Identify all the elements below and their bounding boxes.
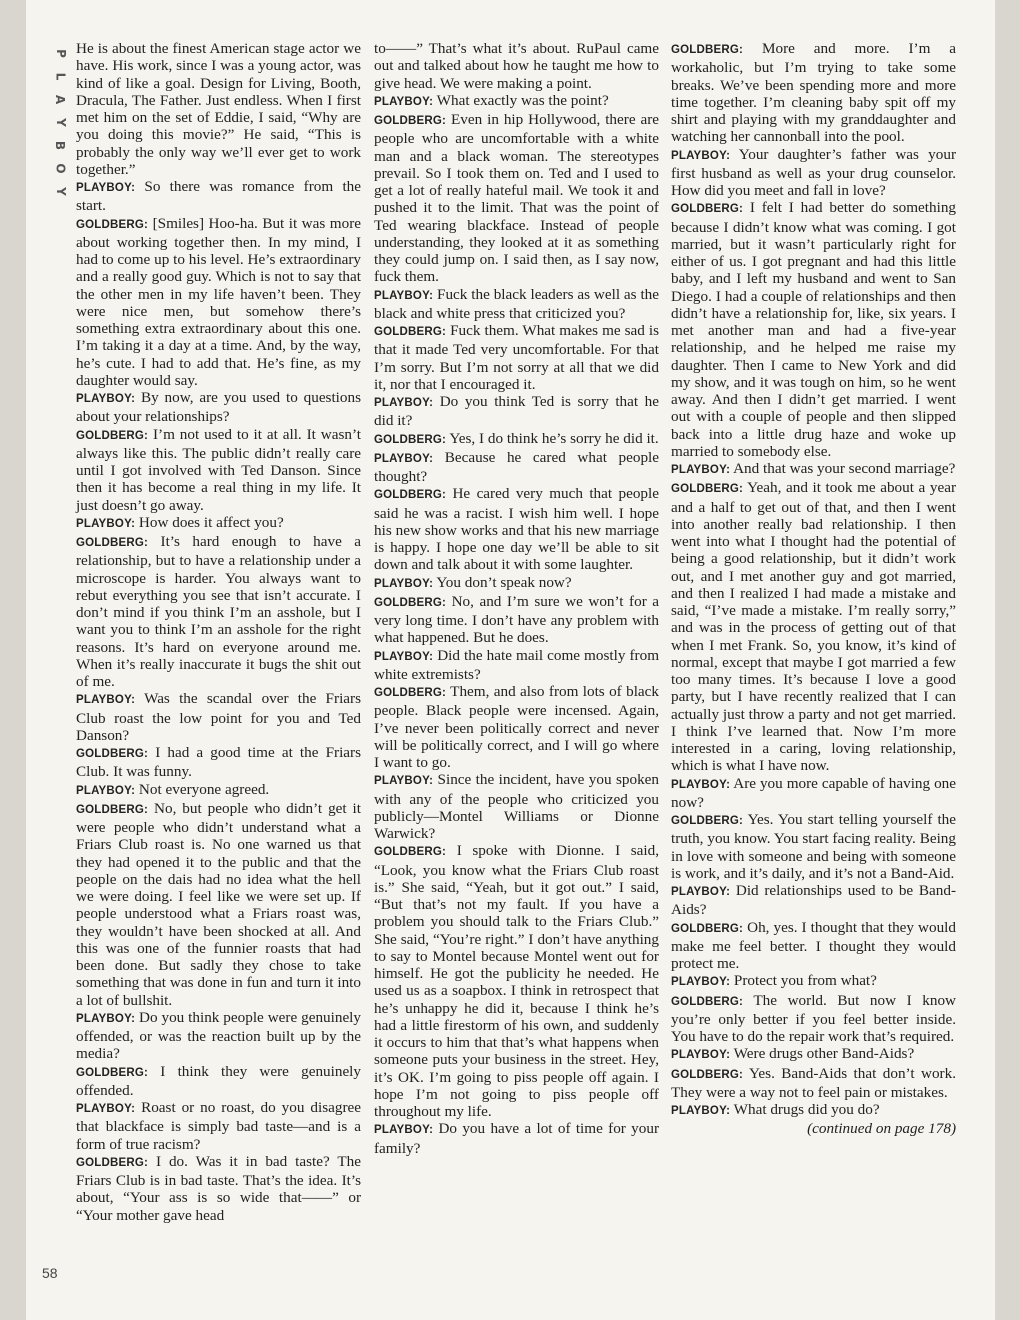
paragraph-text: He cared very much that people said he was a racist. I wish him well. I hope his new show works and that his new marriage is happy. I hope one day we’ll be able to sit down and talk about it with some laughter.	[374, 485, 659, 574]
interview-paragraph	[374, 322, 659, 393]
paragraph-text: No, and I’m sure we won’t for a very long time. I don’t have any problem with what happened. But he does.	[374, 592, 659, 647]
speaker-label: PLAYBOY:	[374, 577, 434, 590]
interview-paragraph	[374, 683, 659, 771]
paragraph-text: So there was romance from the start.	[76, 178, 361, 215]
interview-paragraph	[76, 744, 361, 781]
text-column-3	[671, 40, 956, 1138]
interview-paragraph	[374, 40, 659, 92]
interview-paragraph	[671, 460, 956, 479]
speaker-label: PLAYBOY:	[374, 95, 434, 108]
speaker-label: PLAYBOY:	[76, 393, 136, 405]
paragraph-text: Yes, I do think he’s sorry he did it.	[449, 429, 659, 447]
paragraph-text: The world. But now I know you’re only better if you feel better inside. You have to do the repair work that’s required.	[671, 991, 957, 1045]
paragraph-text: Them, and also from lots of black people. Black people were incensed. Again, I’ve never been politically correct and never will be politically correct, and I will go where I want to go.	[374, 683, 659, 771]
paragraph-text: Oh, yes. I thought that they would make me feel better. I thought they would protect me.	[671, 918, 956, 972]
paragraph-text: I’m not used to it at all. It wasn’t always like this. The public didn’t really care until I got involved with Ted Danson. Since then it has become a real thing in my life. It just doesn’t go away.	[76, 425, 362, 514]
paragraph-text: How does it affect you?	[138, 513, 284, 531]
speaker-label: PLAYBOY:	[671, 149, 731, 162]
paragraph-text: [Smiles] Hoo-ha. But it was more about working together then. In my mind, I had to come up to his level. He’s extraordinary and a really good guy. Which is not to say that the other men in my life haven’t been. They were nice men, but somehow there’s something extra extraordinary about this one. I’m taking it a day at a time. And, by the way, he’s cute. I had to add that. He’s fine, as my daughter would say.	[76, 214, 361, 389]
speaker-label: GOLDBERG:	[671, 815, 744, 827]
interview-paragraph	[76, 514, 361, 533]
paragraph-text: No, but people who didn’t get it were people who didn’t understand what a Friars Club roast is. No one warned us that they had opened it to the public and that the people on the dais had no idea what the hell we were doing. I feel like we were set up. If people understood what a Friars roast was, they wouldn’t have been shocked at all. And this was one of the funnier roasts that had been done. But sadly they chose to take something that was done in fun and turn it into a lot of bullshit.	[76, 799, 362, 1009]
interview-paragraph	[374, 574, 659, 593]
paragraph-text: More and more. I’m a workaholic, but I’m trying to take some breaks. We’ve been spending more and more time together. I’m cleaning baby spit off my shirt and playing with my granddaughter and watching her cannonball into the pool.	[671, 40, 957, 146]
interview-paragraph	[76, 40, 361, 178]
paragraph-text: Protect you from what?	[733, 972, 877, 990]
interview-paragraph	[671, 199, 956, 460]
interview-paragraph	[374, 485, 659, 573]
speaker-label: PLAYBOY:	[671, 778, 731, 791]
logo-letter: P	[53, 49, 68, 58]
paragraph-text: Yes. You start telling yourself the truth, you know. You start facing reality. Being in love with someone and being with someone is work, and it’s daily, and it’s not a Band-Aid.	[671, 811, 956, 882]
paragraph-text: Yeah, and it took me about a year and a half to get out of that, and then I went into another really bad relationship. I then went into what I thought had the potential of being a good relationship, but it didn’t work out, and I met another guy and got married, and then I realized I had made a mistake and said, “I’ve made a mistake. I’m really sorry,” and was in the process of getting out of that when I met Frank. So, you know, it’s kind of normal, except that maybe I got married a few too many times. It’s because I love a good party, but I have recently realized that I can actually just throw a party and not get married. I think I’ve learned that. Now I’m more interested in a caring, loving relationship, which is what I have now.	[671, 479, 956, 775]
interview-paragraph	[76, 1099, 361, 1153]
interview-paragraph	[671, 882, 956, 919]
speaker-label: GOLDBERG:	[671, 203, 744, 216]
paragraph-text: Not everyone agreed.	[138, 780, 270, 798]
paragraph-text: By now, are you used to questions about your relationships?	[76, 389, 362, 426]
paragraph-text: What drugs did you do?	[733, 1101, 880, 1118]
paragraph-text: I think they were genuinely offended.	[76, 1062, 361, 1099]
speaker-label: GOLDBERG:	[671, 995, 744, 1008]
paragraph-text: Do you think Ted is sorry that he did it?	[374, 393, 659, 430]
interview-paragraph	[671, 1065, 956, 1102]
speaker-label: PLAYBOY:	[671, 976, 731, 989]
speaker-label: PLAYBOY:	[374, 289, 434, 302]
paragraph-text: Because he cared what people thought?	[374, 448, 660, 485]
speaker-label: PLAYBOY:	[374, 650, 434, 663]
interview-paragraph	[76, 1009, 361, 1063]
speaker-label: PLAYBOY:	[76, 517, 136, 530]
speaker-label: PLAYBOY:	[374, 775, 434, 788]
speaker-label: GOLDBERG:	[76, 1066, 149, 1079]
interview-paragraph	[671, 775, 956, 812]
speaker-label: PLAYBOY:	[76, 784, 136, 797]
paragraph-text: I do. Was it in bad taste? The Friars Club is in bad taste. That’s the idea. It’s about, “Your ass is so wide that——” or “Your mother gave head	[76, 1152, 361, 1224]
interview-paragraph	[76, 215, 361, 390]
interview-paragraph	[671, 972, 956, 991]
logo-letter: L	[53, 72, 68, 81]
speaker-label: GOLDBERG:	[374, 433, 447, 446]
paragraph-text: Are you more capable of having one now?	[671, 774, 956, 811]
paragraph-text: Do you think people were genuinely offended, or was the reaction built up by the media?	[76, 1008, 361, 1063]
paragraph-text: I had a good time at the Friars Club. It was funny.	[76, 744, 361, 781]
interview-paragraph	[374, 286, 659, 323]
paragraph-text: Do you have a lot of time for your family?	[374, 1120, 660, 1157]
speaker-label: PLAYBOY:	[76, 1012, 136, 1025]
paragraph-text: Since the incident, have you spoken with any of the people who criticized you publicly—Montel Williams or Dionne Warwick?	[374, 771, 660, 842]
interview-paragraph	[76, 533, 361, 690]
speaker-label: GOLDBERG:	[76, 803, 149, 816]
interview-paragraph	[374, 430, 659, 449]
interview-paragraph	[76, 800, 361, 1009]
speaker-label: GOLDBERG:	[374, 687, 447, 699]
speaker-label: PLAYBOY:	[671, 1105, 731, 1117]
speaker-label: GOLDBERG:	[374, 489, 447, 502]
interview-paragraph	[374, 111, 659, 286]
speaker-label: PLAYBOY:	[374, 452, 434, 465]
continued-note: (continued on page 178)	[807, 1120, 956, 1138]
interview-paragraph	[671, 992, 956, 1046]
speaker-label: GOLDBERG:	[374, 596, 447, 609]
paragraph-text: Fuck the black leaders as well as the black and white press that criticized you?	[374, 285, 660, 322]
paragraph-text: Did the hate mail come mostly from white extremists?	[374, 646, 660, 683]
paragraph-text: Did relationships used to be Band-Aids?	[671, 882, 957, 919]
interview-paragraph	[374, 842, 659, 1120]
interview-paragraph	[671, 40, 956, 146]
speaker-label: PLAYBOY:	[374, 1124, 434, 1137]
logo-letter: Y	[53, 187, 68, 196]
speaker-label: GOLDBERG:	[374, 326, 447, 338]
speaker-label: PLAYBOY:	[76, 1103, 136, 1115]
interview-paragraph	[374, 393, 659, 430]
speaker-label: GOLDBERG:	[374, 846, 447, 859]
paragraph-text: It’s hard enough to have a relationship, but to have a relationship under a microscope is harder. You always want to rebut everything you see that isn’t accurate. I don’t mind if you think I’m an asshole, but I want you to think I’m an asshole for the right reasons. It’s hard on everyone around me. When it’s really inaccurate it bugs the shit out of me.	[76, 533, 362, 690]
interview-paragraph	[76, 178, 361, 215]
interview-paragraph	[76, 781, 361, 800]
paragraph-text: Roast or no roast, do you disagree that blackface is simply bad taste—and is a form of true racism?	[76, 1099, 361, 1153]
speaker-label: PLAYBOY:	[76, 182, 136, 194]
logo-letter: Y	[53, 118, 68, 127]
speaker-label: PLAYBOY:	[671, 886, 731, 898]
paragraph-text: I spoke with Dionne. I said, “Look, you know what the Friars Club roast is.” She said, “Yeah, but it got out.” I said, “But that’s not my fault. If you have a problem you should talk to the Friars Club.” She said, “You’re right.” I don’t have anything to say to Montel because Montel went out for himself. He got the publicity he needed. He used us as a soapbox. I think in retrospect that he’s unhappy he did it, because I think he’s had a little firestorm of his own, and suddenly it occurs to him that that’s what happens when someone puts your business in the street. Hey, it’s OK. I’m going to piss people off again. I hope I’m not going to piss people off throughout my life.	[374, 842, 659, 1120]
text-column-1	[76, 40, 361, 1224]
paragraph-text: He is about the finest American stage actor we have. His work, since I was a young actor, was kind of like a goal. Design for Living, Booth, Dracula, The Father. Just endless. When I first met him on the set of Eddie, I said, “Why are you doing this movie?” He said, “This is probably the only way we’ll ever get to work together.”	[76, 40, 361, 178]
page-number: 58	[42, 1265, 58, 1281]
speaker-label: PLAYBOY:	[671, 1049, 731, 1062]
interview-paragraph	[76, 690, 361, 744]
speaker-label: PLAYBOY:	[374, 397, 434, 409]
paragraph-text: Were drugs other Band-Aids?	[733, 1045, 915, 1063]
speaker-label: GOLDBERG:	[76, 748, 149, 760]
speaker-label: GOLDBERG:	[671, 1068, 744, 1081]
interview-paragraph	[374, 593, 659, 647]
paragraph-text: I felt I had better do something because I didn’t know what was coming. I got married, but it wasn’t particularly right for either of us. I got pregnant and had this little baby, and I left my husband and went to San Diego. I had a couple of relationships and then didn’t have a relationship for, like, six years. I met another man and had a five-year relationship, and he helped me raise my daughter. Then I came to New York and did my show, and it was tough on him, so he went away. And then I didn’t get married. I went out with a couple of people and then slipped back into a little drug haze and woke up married to somebody else.	[671, 199, 957, 460]
interview-paragraph	[374, 1120, 659, 1157]
interview-paragraph	[671, 1045, 956, 1064]
speaker-label: GOLDBERG:	[76, 218, 149, 231]
paragraph-text: And that was your second marriage?	[733, 460, 956, 477]
paragraph-text: Was the scandal over the Friars Club roast the low point for you and Ted Danson?	[76, 690, 361, 744]
interview-paragraph	[76, 1153, 361, 1224]
vertical-playboy-logo	[48, 42, 72, 203]
logo-letter: O	[53, 163, 68, 174]
interview-paragraph	[374, 449, 659, 486]
speaker-label: GOLDBERG:	[374, 115, 447, 127]
paragraph-text: What exactly was the point?	[436, 91, 609, 109]
speaker-label: PLAYBOY:	[671, 464, 731, 476]
speaker-label: GOLDBERG:	[671, 44, 744, 56]
interview-paragraph	[671, 146, 956, 200]
paragraph-text: Fuck them. What makes me sad is that it made Ted very uncomfortable. For that I’m sorry. But I’m not sorry at all that we did it, nor that I encouraged it.	[374, 322, 660, 393]
interview-paragraph	[671, 919, 956, 973]
interview-paragraph	[671, 479, 956, 774]
paragraph-text: Your daughter’s father was your first husband as well as your drug counselor. How did you meet and fall in love?	[671, 145, 957, 199]
text-column-2	[374, 40, 659, 1157]
interview-paragraph	[374, 647, 659, 684]
magazine-page	[26, 0, 995, 1320]
interview-paragraph	[374, 771, 659, 842]
interview-paragraph	[374, 92, 659, 111]
paragraph-text: Even in hip Hollywood, there are people who are uncomfortable with a white man and a black woman. The stereotypes prevail. So I took them on. Ted and I used to get a lot of really hateful mail. We took it and pushed it to the limit. That was the point of Ted wearing blackface. Instead of people understanding, they looked at it as something they could jump on. I said then, as I say now, fuck them.	[374, 111, 660, 286]
speaker-label: GOLDBERG:	[76, 1156, 149, 1169]
paragraph-text: You don’t speak now?	[436, 573, 572, 591]
logo-letter: A	[53, 94, 68, 105]
interview-paragraph	[671, 811, 956, 882]
logo-letter: B	[53, 140, 68, 151]
speaker-label: GOLDBERG:	[671, 483, 744, 496]
paragraph-text: Yes. Band-Aids that don’t work. They were a way not to feel pain or mistakes.	[671, 1064, 957, 1101]
speaker-label: GOLDBERG:	[671, 922, 744, 935]
interview-paragraph	[76, 426, 361, 514]
interview-paragraph	[76, 1063, 361, 1100]
interview-paragraph	[76, 389, 361, 426]
speaker-label: GOLDBERG:	[76, 537, 149, 549]
speaker-label: GOLDBERG:	[76, 429, 149, 442]
paragraph-text: to——” That’s what it’s about. RuPaul came out and talked about how he taught me how to give head. We were making a point.	[374, 40, 659, 92]
speaker-label: PLAYBOY:	[76, 694, 136, 707]
interview-paragraph	[671, 1101, 956, 1120]
